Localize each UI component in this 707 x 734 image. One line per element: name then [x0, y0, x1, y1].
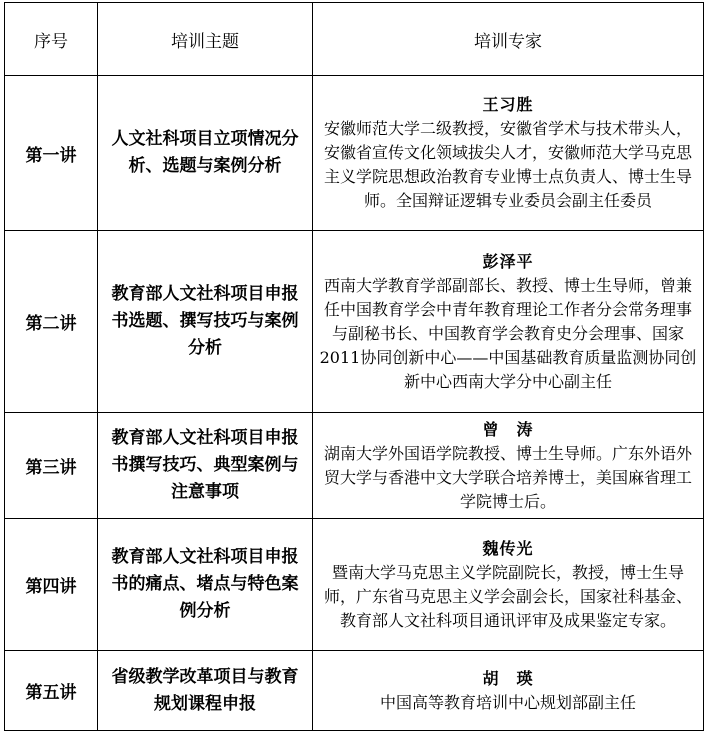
expert-bio: 暨南大学马克思主义学院副院长，教授，博士生导师，广东省马克思主义学会副会长，国家社科基金、教育部人文社科项目通讯评审及成果鉴定专家。	[323, 562, 692, 630]
lecture-number: 第五讲	[5, 651, 98, 731]
lecture-number: 第二讲	[5, 231, 98, 413]
training-schedule-table	[4, 2, 704, 731]
table-row	[5, 231, 704, 413]
expert-name: 胡 瑛	[482, 668, 534, 688]
expert-name: 王习胜	[482, 95, 534, 114]
expert-cell	[313, 519, 704, 651]
lecture-topic: 人文社科项目立项情况分析、选题与案例分析	[98, 76, 313, 231]
lecture-topic: 教育部人文社科项目申报书选题、撰写技巧与案例分析	[98, 231, 313, 413]
expert-cell	[313, 651, 704, 731]
lecture-number: 第一讲	[5, 76, 98, 231]
expert-bio: 安徽师范大学二级教授，安徽省学术与技术带头人，安徽省宣传文化领域拔尖人才，安徽师范大学马克思主义学院思想政治教育专业博士点负责人、博士生导师。全国辩证逻辑专业委员会副主任委员	[323, 119, 692, 210]
header-topic: 培训主题	[98, 3, 313, 76]
header-seq: 序号	[5, 3, 98, 76]
expert-name: 曾 涛	[482, 419, 534, 439]
lecture-topic: 省级教学改革项目与教育规划课程申报	[98, 651, 313, 731]
expert-name: 彭泽平	[482, 251, 534, 271]
expert-cell	[313, 413, 704, 519]
expert-bio: 西南大学教育学部副部长、教授、博士生导师，曾兼任中国教育学会中青年教育理论工作者分会常务理事与副秘书长、中国教育学会教育史分会理事、国家2011协同创新中心——中国基础教育质量监测协同创新中心西南大学分中心副主任	[319, 275, 697, 391]
table-row	[5, 651, 704, 731]
table-row	[5, 76, 704, 231]
lecture-number: 第三讲	[5, 413, 98, 519]
header-row	[5, 3, 704, 76]
expert-cell	[313, 231, 704, 413]
table-row	[5, 519, 704, 651]
lecture-topic: 教育部人文社科项目申报书撰写技巧、典型案例与注意事项	[98, 413, 313, 519]
expert-cell	[313, 76, 704, 231]
expert-bio: 中国高等教育培训中心规划部副主任	[379, 692, 636, 712]
lecture-number: 第四讲	[5, 519, 98, 651]
lecture-topic: 教育部人文社科项目申报书的痛点、堵点与特色案例分析	[98, 519, 313, 651]
expert-bio: 湖南大学外国语学院教授、博士生导师。广东外语外贸大学与香港中文大学联合培养博士，美国麻省理工学院博士后。	[323, 443, 692, 511]
table-row	[5, 413, 704, 519]
expert-name: 魏传光	[482, 538, 534, 558]
header-expert: 培训专家	[313, 3, 704, 76]
